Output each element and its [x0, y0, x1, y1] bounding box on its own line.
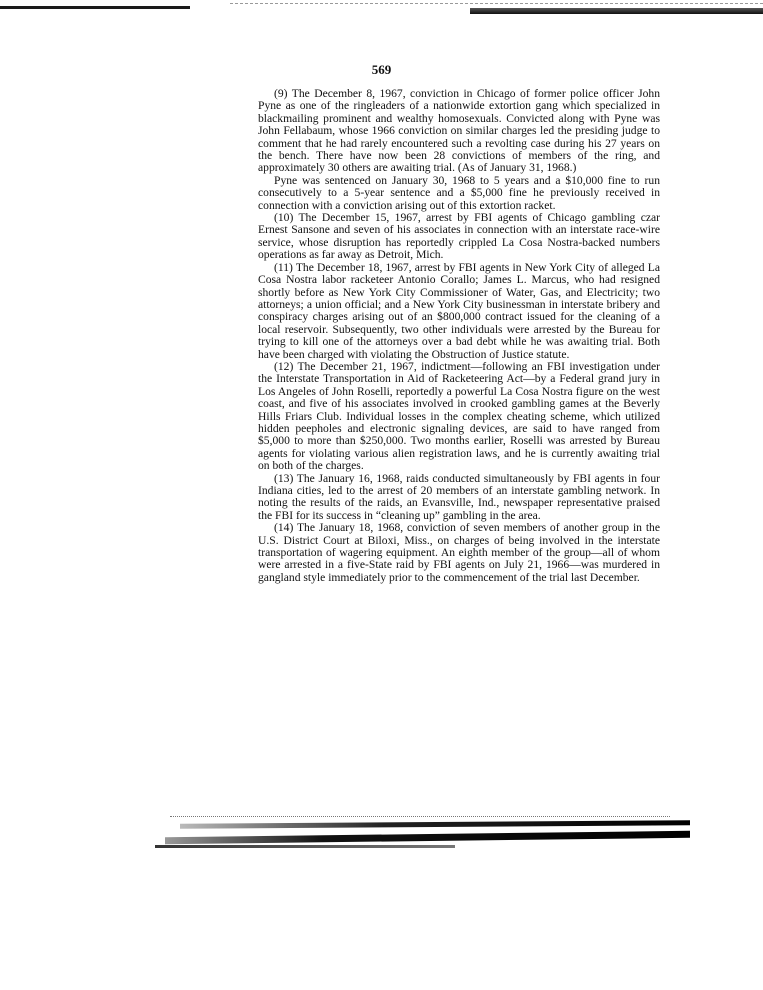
scan-artifact-bottom-band	[140, 812, 700, 857]
scan-artifact-thin-line	[155, 845, 455, 848]
scan-artifact-dotted-line	[170, 816, 670, 817]
page-number: 569	[371, 62, 392, 77]
scan-artifact-top-right	[470, 8, 763, 14]
scan-artifact-thick-line	[165, 831, 690, 844]
paragraph-item-11: (11) The December 18, 1967, arrest by FBI agents in New York City of alleged La Cosa Nostra labor racketeer Antonio Corallo; James L. Marcus, who had resigned shortly before as New York City Commissioner of Water, Gas, and Electricity; two attorneys; a union official; and a New York City businessman in interstate bribery and conspiracy charges arising out of an $800,000 contract issued for the cleaning of a local reservoir. Subsequently, two other individuals were arrested by the Bureau for trying to kill one of the attorneys over a bad debt while he was awaiting trial. Both have been charged with violating the Obstruction of Justice statute.	[258, 260, 660, 361]
paragraph-item-14: (14) The January 18, 1968, conviction of seven members of another group in the U.S. District Court at Biloxi, Miss., on charges of being involved in the interstate transportation of wagering equipment. An eighth member of the group—all of whom were arrested in a five-State raid by FBI agents on July 21, 1966—was murdered in gangland style immediately prior to the commencement of the trial last December.	[258, 521, 660, 584]
paragraph-item-10: (10) The December 15, 1967, arrest by FBI agents of Chicago gambling czar Ernest Sansone and seven of his associates in connection with an interstate race-wire service, whose disruption has reportedly crippled La Cosa Nostra-backed numbers operations as far away as Detroit, Mich.	[258, 211, 660, 262]
scan-artifact-top-left	[0, 6, 190, 9]
paragraph-item-12: (12) The December 21, 1967, indictment—following an FBI investigation under the Interstate Transportation in Aid of Racketeering Act—by a Federal grand jury in Los Angeles of John Roselli, reportedly a powerful La Cosa Nostra figure on the west coast, and five of his associates involved in crooked gambling games at the Beverly Hills Friars Club. Individual losses in the complex cheating scheme, which utilized hidden peepholes and electronic signaling devices, are said to have ranged from $5,000 to more than $250,000. Two months earlier, Roselli was arrested by Bureau agents for violating various alien registration laws, and he is currently awaiting trial on both of the charges.	[258, 359, 660, 473]
paragraph-pyne-sentence: Pyne was sentenced on January 30, 1968 to 5 years and a $10,000 fine to run consecutively to a 5-year sentence and a $5,000 fine he previously received in connection with a conviction arising out of this extortion racket.	[258, 173, 660, 212]
document-body	[258, 88, 660, 584]
scan-artifact-top-dash	[230, 3, 763, 4]
paragraph-item-9: (9) The December 8, 1967, conviction in Chicago of former police officer John Pyne as one of the ringleaders of a nationwide extortion gang which specialized in blackmailing prominent and wealthy homosexuals. Convicted along with Pyne was John Fellabaum, whose 1966 conviction on similar charges led the presiding judge to comment that he had rarely encountered such a revolting case during his 27 years on the bench. There have now been 28 convictions of members of the ring, and approximately 30 others are awaiting trial. (As of January 31, 1968.)	[258, 87, 660, 175]
scan-artifact-dark-line	[180, 820, 690, 829]
paragraph-item-13: (13) The January 16, 1968, raids conducted simultaneously by FBI agents in four Indiana cities, led to the arrest of 20 members of an interstate gambling network. In noting the results of the raids, an Evansville, Ind., newspaper representative praised the FBI for its success in “cleaning up” gambling in the area.	[258, 471, 660, 522]
